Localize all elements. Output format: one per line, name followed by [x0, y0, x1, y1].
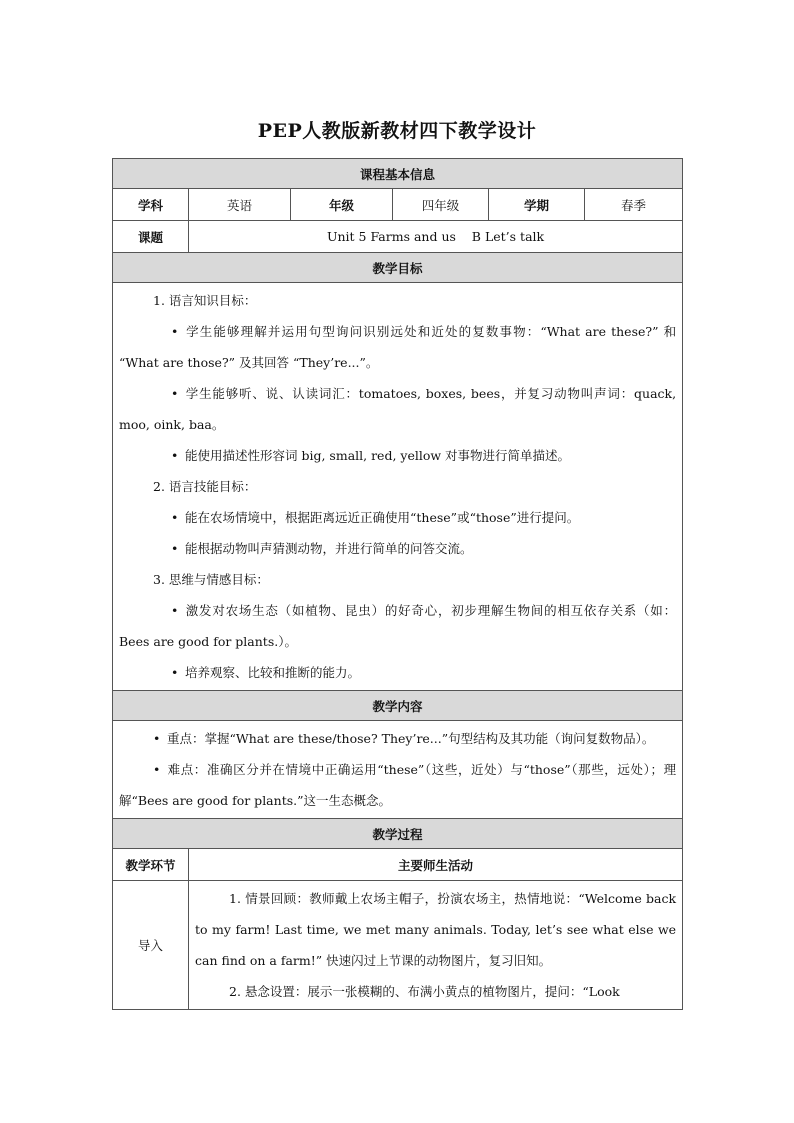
objective-item: • 能在农场情境中，根据距离远近正确使用“these”或“those”进行提问。 — [119, 502, 676, 533]
basic-info-header-row — [113, 159, 683, 189]
content-row — [113, 721, 683, 819]
process-columns-row — [113, 849, 683, 881]
content-body — [113, 721, 683, 819]
term-value: 春季 — [585, 189, 683, 221]
stage-activities — [189, 881, 683, 1010]
basic-info-row — [113, 189, 683, 221]
activity-column-header: 主要师生活动 — [189, 849, 683, 881]
lesson-plan-table — [112, 158, 683, 1010]
basic-info-section-title: 课程基本信息 — [113, 159, 683, 189]
grade-value: 四年级 — [393, 189, 489, 221]
subject-label: 学科 — [113, 189, 189, 221]
activity-paragraph: 1. 情景回顾：教师戴上农场主帽子，扮演农场主，热情地说：“Welcome back to my farm! Last time, we met many animals. Today, let’s see what else we can find on a farm!” 快速闪过上节课的动物图片，复习旧知。 — [195, 891, 677, 968]
stage-name: 导入 — [113, 881, 189, 1010]
stage-column-header: 教学环节 — [113, 849, 189, 881]
objective-item: • 培养观察、比较和推断的能力。 — [119, 657, 676, 688]
process-section-title: 教学过程 — [113, 819, 683, 849]
term-label: 学期 — [489, 189, 585, 221]
objective-item: • 学生能够理解并运用句型询问识别远处和近处的复数事物：“What are these?” 和 “What are those?” 及其回答 “They’re...”。 — [119, 316, 676, 378]
objective-item: • 能根据动物叫声猜测动物，并进行简单的问答交流。 — [119, 533, 676, 564]
bullet-icon: • — [171, 386, 179, 401]
objective-heading-3: 3. 思维与情感目标： — [153, 572, 269, 587]
objectives-header-row — [113, 253, 683, 283]
topic-label: 课题 — [113, 221, 189, 253]
process-header-row — [113, 819, 683, 849]
objective-heading-1: 1. 语言知识目标： — [153, 293, 257, 308]
content-section-title: 教学内容 — [113, 691, 683, 721]
bullet-icon: • — [171, 665, 179, 680]
bullet-icon: • — [153, 762, 161, 777]
objectives-body — [113, 283, 683, 691]
bullet-icon: • — [171, 510, 179, 525]
objectives-section-title: 教学目标 — [113, 253, 683, 283]
bullet-icon: • — [171, 448, 179, 463]
objective-item: • 学生能够听、说、认读词汇：tomatoes, boxes, bees，并复习动物叫声词：quack, moo, oink, baa。 — [119, 378, 676, 440]
topic-value: Unit 5 Farms and us B Let’s talk — [189, 221, 683, 253]
document-title: PEP人教版新教材四下教学设计 — [257, 120, 537, 142]
bullet-icon: • — [171, 603, 179, 618]
activity-paragraph: 2. 悬念设置：展示一张模糊的、布满小黄点的植物图片，提问：“Look — [229, 984, 620, 999]
objective-heading-2: 2. 语言技能目标： — [153, 479, 257, 494]
objectives-row — [113, 283, 683, 691]
objective-item: • 能使用描述性形容词 big, small, red, yellow 对事物进行简单描述。 — [119, 440, 676, 471]
bullet-icon: • — [153, 731, 161, 746]
content-header-row — [113, 691, 683, 721]
process-stage-row — [113, 881, 683, 1010]
content-item: • 难点：准确区分并在情境中正确运用“these”（这些，近处）与“those”（那些，远处）；理解“Bees are good for plants.”这一生态概念。 — [119, 754, 676, 816]
subject-value: 英语 — [189, 189, 291, 221]
grade-label: 年级 — [291, 189, 393, 221]
topic-row — [113, 221, 683, 253]
bullet-icon: • — [171, 541, 179, 556]
bullet-icon: • — [171, 324, 179, 339]
content-item: • 重点：掌握“What are these/those? They’re...”句型结构及其功能（询问复数物品）。 — [119, 723, 676, 754]
objective-item: • 激发对农场生态（如植物、昆虫）的好奇心，初步理解生物间的相互依存关系（如：Bees are good for plants.）。 — [119, 595, 676, 657]
